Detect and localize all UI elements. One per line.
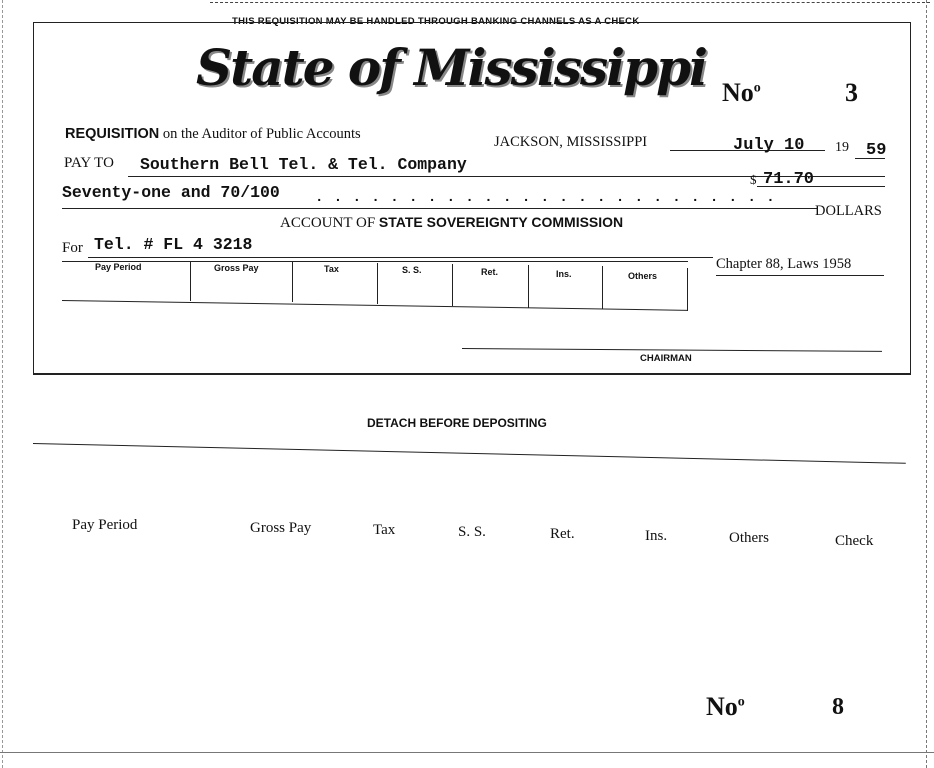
left-edge — [2, 0, 3, 768]
amount-line — [757, 186, 885, 187]
account-line — [280, 214, 623, 232]
amount-words: Seventy-one and 70/100 — [62, 183, 280, 202]
location: JACKSON, MISSISSIPPI — [494, 134, 648, 150]
requisition-number: 3 — [845, 78, 858, 107]
amount-fill: . . . . . . . . . . . . . . . . . . . . . . . . . — [315, 190, 776, 206]
state-title: State of Mississippi — [196, 38, 707, 97]
detach-label: DETACH BEFORE DEPOSITING — [367, 416, 547, 430]
requisition-rest: on the Auditor of Public Accounts — [162, 126, 361, 142]
stub-ins: Ins. — [645, 528, 668, 544]
stub-others: Others — [729, 530, 769, 546]
year-suffix: 59 — [866, 141, 887, 160]
stub-ret: Ret. — [550, 526, 575, 542]
stub-gross-pay: Gross Pay — [250, 520, 312, 536]
chairman-label: CHAIRMAN — [640, 353, 692, 364]
col-divider — [292, 262, 293, 302]
col-divider — [452, 264, 453, 306]
stub-ss: S. S. — [458, 524, 486, 540]
requisition-line — [65, 126, 361, 143]
amount-value: 71.70 — [763, 170, 815, 189]
col-ss: S. S. — [402, 265, 422, 275]
bottom-edge — [0, 752, 934, 753]
stub-number-label: No$^o$ — [706, 692, 745, 721]
col-ret: Ret. — [481, 267, 499, 277]
col-divider — [528, 265, 529, 308]
col-tax: Tax — [324, 264, 339, 274]
col-divider — [377, 263, 378, 304]
amount-words-line — [62, 208, 817, 209]
column-header-line — [62, 261, 688, 262]
stub-pay-period: Pay Period — [72, 517, 138, 533]
top-note: THIS REQUISITION MAY BE HANDLED THROUGH BANKING CHANNELS AS A CHECK — [232, 16, 640, 27]
account-prefix: ACCOUNT OF — [280, 215, 376, 231]
pay-to-label: PAY TO — [64, 155, 114, 171]
col-divider — [687, 268, 688, 311]
detach-line — [33, 443, 906, 464]
chapter-line — [716, 275, 884, 276]
col-divider — [190, 261, 191, 301]
stub-check: Check — [835, 533, 874, 549]
col-others: Others — [628, 271, 658, 281]
for-value: Tel. # FL 4 3218 — [94, 235, 253, 254]
dollars-label: DOLLARS — [815, 203, 882, 219]
date-value: July 10 — [733, 136, 805, 155]
right-edge — [926, 0, 927, 768]
chapter-reference: Chapter 88, Laws 1958 — [716, 256, 852, 272]
year-prefix: 19 — [835, 140, 849, 155]
stub-tax: Tax — [373, 522, 396, 538]
top-edge-perforation — [210, 2, 930, 3]
number-label: No$^o$ — [722, 78, 761, 107]
payee: Southern Bell Tel. & Tel. Company — [140, 155, 467, 174]
account-name: STATE SOVEREIGNTY COMMISSION — [378, 214, 624, 230]
for-label: For — [62, 240, 83, 256]
col-ins: Ins. — [556, 269, 572, 279]
col-pay-period: Pay Period — [95, 262, 142, 272]
requisition-label: REQUISITION — [65, 126, 160, 142]
col-gross-pay: Gross Pay — [214, 263, 259, 273]
stub-number: 8 — [832, 694, 844, 720]
for-line — [88, 257, 713, 258]
col-divider — [602, 266, 603, 309]
dollar-sign: $ — [750, 172, 757, 187]
